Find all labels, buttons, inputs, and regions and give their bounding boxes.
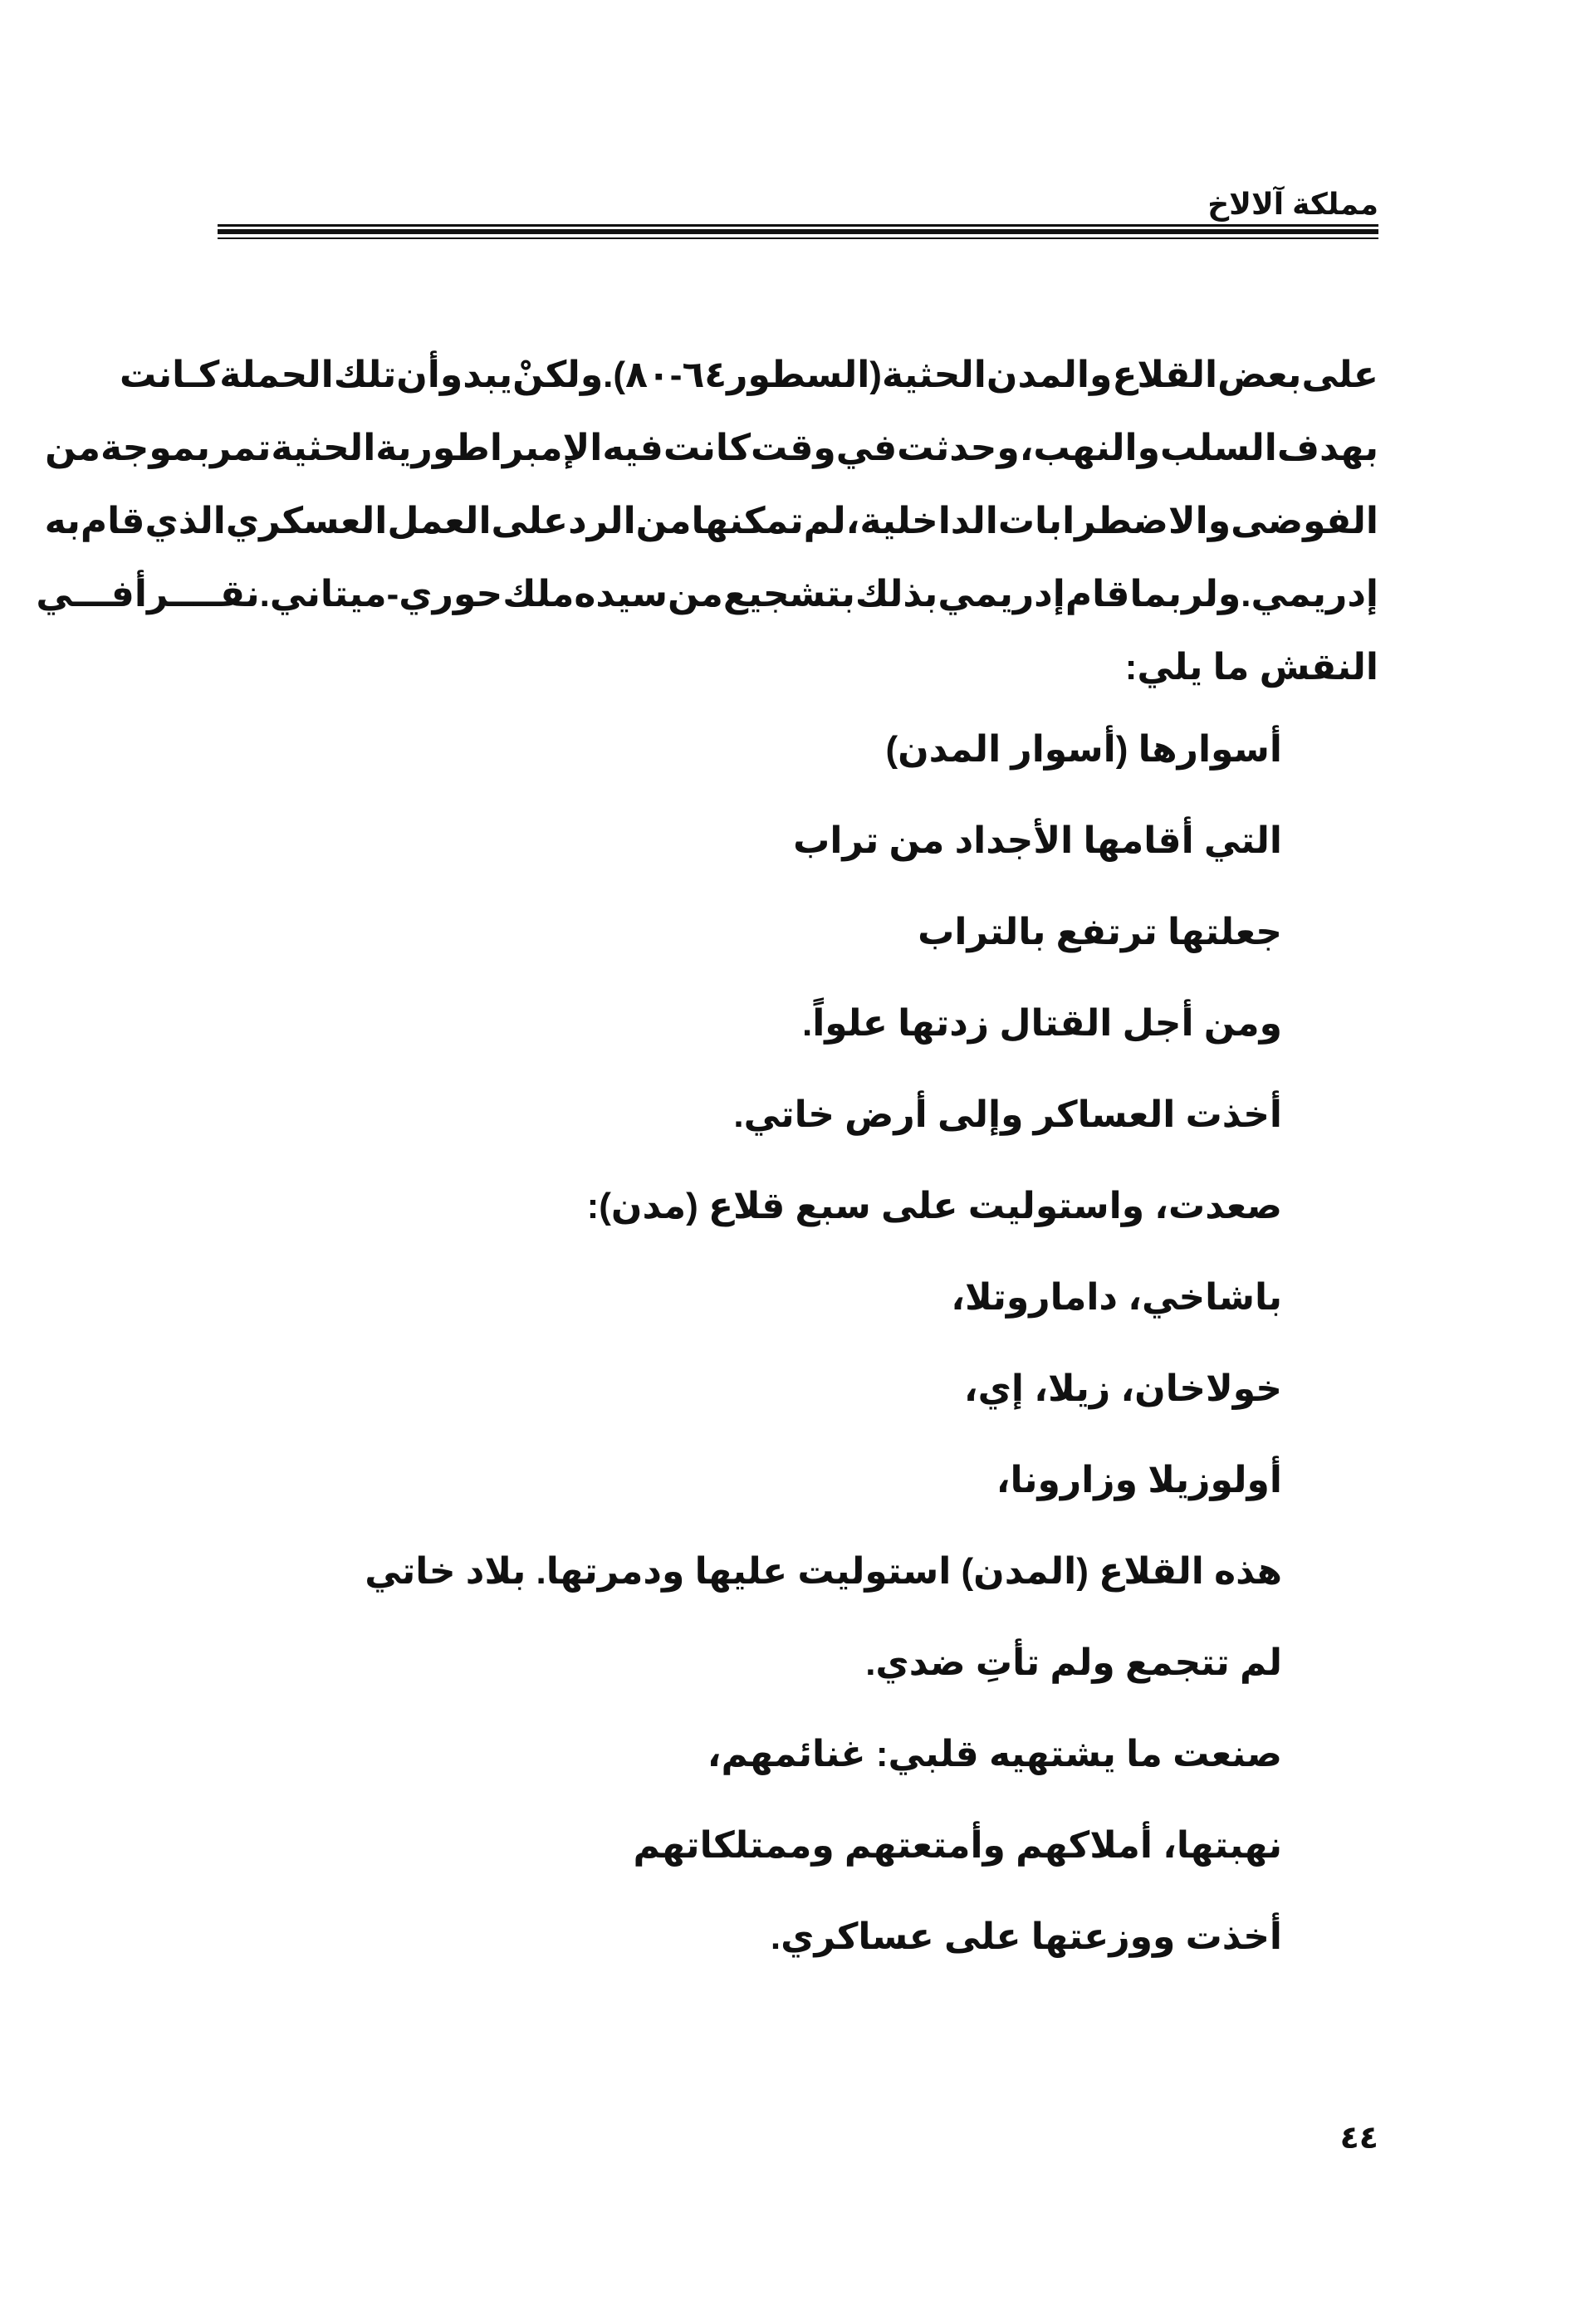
paragraph-word: حوري-ميتاني.: [259, 574, 503, 614]
verse-line: صعدت، واستوليت على سبع قلاع (مدن):: [586, 1186, 1282, 1226]
body-paragraph: [36, 339, 1378, 704]
paragraph-word: والنهب،: [1019, 428, 1160, 468]
paragraph-word: لم: [803, 501, 846, 541]
paragraph-word: من: [635, 501, 692, 541]
paragraph-word: الداخلية،: [845, 501, 998, 541]
verse-line: أخذت العساكر وإلى أرض خاتي.: [733, 1094, 1282, 1135]
inscription-verses: [286, 704, 1282, 1983]
paragraph-word: الفوضى: [1231, 501, 1378, 541]
paragraph-word: كـانت: [120, 355, 220, 395]
verse-line: أولوزيلا وزارونا،: [996, 1460, 1282, 1500]
paragraph-word: به: [44, 501, 81, 541]
paragraph-word: فـــي: [36, 574, 135, 614]
paragraph-word: من: [668, 574, 723, 614]
paragraph-word: فيه: [602, 428, 663, 468]
paragraph-word: الرد: [568, 501, 636, 541]
paragraph-word: بهدف: [1276, 428, 1378, 468]
verse-line: لم تتجمع ولم تأتِ ضدي.: [865, 1642, 1282, 1683]
verse-line: صنعت ما يشتهيه قلبي: غنائمهم،: [707, 1734, 1282, 1774]
verse-line: أخذت ووزعتها على عساكري.: [770, 1916, 1282, 1957]
paragraph-word: في: [835, 428, 898, 468]
paragraph-line: [45, 412, 1378, 485]
verse-line: أسوارها (أسوار المدن): [885, 729, 1282, 770]
paragraph-line: [44, 485, 1378, 558]
paragraph-word: وحدثت: [897, 428, 1020, 468]
paragraph-word: بتشجيع: [722, 574, 855, 614]
paragraph-word: السلب: [1159, 428, 1277, 468]
paragraph-word: نقــــرأ: [134, 574, 260, 614]
verse-line: نهبتها، أملاكهم وأمتعتهم وممتلكاتهم: [633, 1825, 1282, 1866]
paragraph-word: العسكري: [225, 501, 388, 541]
paragraph-word: سيده: [574, 574, 668, 614]
paragraph-word: الذي: [144, 501, 226, 541]
paragraph-word: الإمبراطورية: [375, 428, 603, 468]
verse-line: جعلتها ترتفع بالتراب: [918, 912, 1282, 952]
paragraph-word: (السطور: [727, 355, 882, 395]
paragraph-word: ولكنْ: [512, 355, 604, 395]
paragraph-word: إدريمي: [938, 574, 1065, 614]
verse-line: هذه القلاع (المدن) استوليت عليها ودمرتها. بلاد خاتي: [365, 1551, 1282, 1592]
paragraph-word: والمدن: [986, 355, 1113, 395]
paragraph-word: الحثية: [271, 428, 376, 468]
paragraph-line: النقش ما يلي:: [1124, 647, 1378, 688]
paragraph-word: إدريمي.: [1241, 574, 1378, 614]
paragraph-word: تلك: [333, 355, 397, 395]
paragraph-line: [36, 558, 1378, 631]
paragraph-line: [120, 339, 1378, 412]
paragraph-word: قام: [1065, 574, 1130, 614]
paragraph-word: بموجة: [100, 428, 210, 468]
paragraph-word: وقت: [751, 428, 836, 468]
paragraph-word: ملك: [502, 574, 575, 614]
running-header: مملكة آلالاخ: [1207, 187, 1378, 221]
verse-line: خولاخان، زيلا، إي،: [963, 1368, 1282, 1409]
verse-line: التي أقامها الأجداد من تراب: [793, 820, 1282, 861]
paragraph-word: على: [491, 501, 569, 541]
paragraph-word: بعض: [1217, 355, 1302, 395]
paragraph-word: ولربما: [1129, 574, 1241, 614]
paragraph-word: تمر: [209, 428, 272, 468]
verse-line: ومن أجل القتال زدتها علواً.: [802, 1003, 1282, 1044]
paragraph-word: من: [45, 428, 100, 468]
paragraph-word: القلاع: [1112, 355, 1218, 395]
paragraph-word: أن: [396, 355, 440, 395]
header-rule-bottom: [218, 237, 1378, 239]
verse-line: باشاخي، داماروتلا،: [951, 1277, 1282, 1318]
paragraph-word: الحثية: [881, 355, 986, 395]
header-rule-thick: [218, 229, 1378, 234]
header-rule-top: [218, 224, 1378, 227]
paragraph-word: يبدو: [439, 355, 513, 395]
paragraph-word: تمكنها: [691, 501, 804, 541]
paragraph-word: العمل: [387, 501, 492, 541]
paragraph-word: قام: [80, 501, 145, 541]
paragraph-word: الحملة: [219, 355, 334, 395]
paragraph-word: كانت: [663, 428, 751, 468]
paragraph-word: والاضطرابات: [997, 501, 1231, 541]
paragraph-word: على: [1301, 355, 1378, 395]
paragraph-word: ٦٤-٨٠).: [603, 355, 727, 395]
paragraph-word: بذلك: [854, 574, 938, 614]
page-number: ٤٤: [1339, 2121, 1378, 2156]
